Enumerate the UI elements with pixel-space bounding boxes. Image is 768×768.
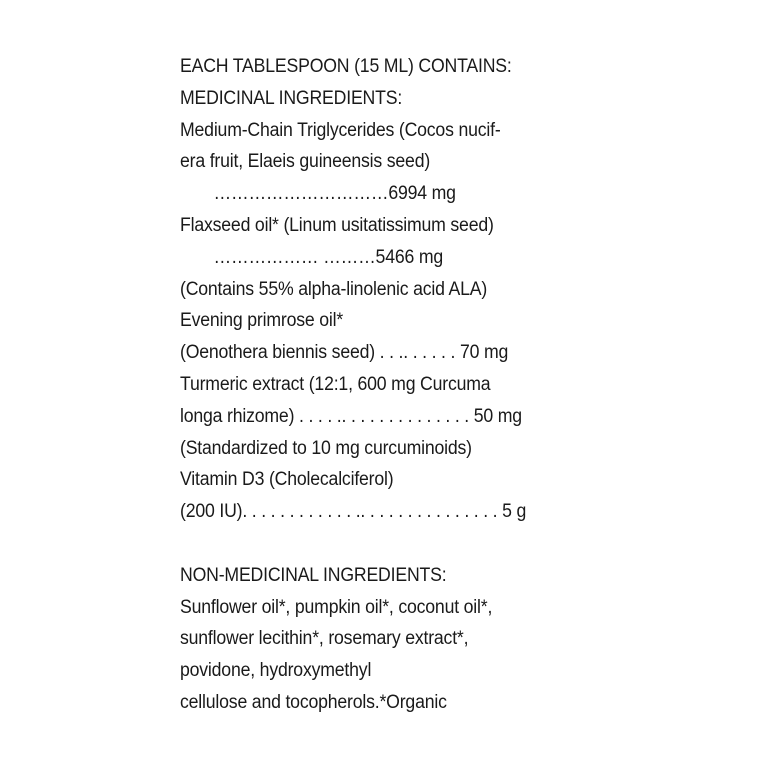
ingredient-list-line: Sunflower oil*, pumpkin oil*, coconut oil*, <box>180 596 493 618</box>
section-spacer <box>180 528 600 560</box>
medicinal-ingredients-section <box>180 51 600 528</box>
dose-heading: EACH TABLESPOON (15 ML) CONTAINS: <box>180 56 512 77</box>
non-medicinal-heading: NON-MEDICINAL INGREDIENTS: <box>180 564 447 586</box>
ingredient-list-line: sunflower lecithin*, rosemary extract*, <box>180 628 469 650</box>
ingredients-label <box>180 51 600 719</box>
ingredient-note: (Contains 55% alpha-linolenic acid ALA) <box>180 278 488 300</box>
ingredient-line: Evening primrose oil* <box>180 310 344 332</box>
ingredient-line: era fruit, Elaeis guineensis seed) <box>180 151 431 173</box>
ingredient-note: (Standardized to 10 mg curcuminoids) <box>180 437 472 459</box>
medicinal-heading: MEDICINAL INGREDIENTS: <box>180 87 403 109</box>
ingredient-line: Flaxseed oil* (Linum usitatissimum seed) <box>180 214 494 236</box>
dose-line: (200 IU). . . . . . . . . . . . .. . . . . . . . . . . . . . . 5 g <box>180 501 527 523</box>
dose-line: (Oenothera biennis seed) . . .. . . . . . 70 mg <box>180 342 509 364</box>
dose-line: ……………… ………5466 mg <box>213 246 444 268</box>
non-medicinal-ingredients-section <box>180 560 600 719</box>
ingredient-list-line: cellulose and tocopherols.*Organic <box>180 691 447 713</box>
ingredient-list-line: povidone, hydroxymethyl <box>180 660 372 682</box>
ingredient-line: Turmeric extract (12:1, 600 mg Curcuma <box>180 373 491 395</box>
dose-line: longa rhizome) . . . . .. . . . . . . . . . . . . . 50 mg <box>180 405 522 427</box>
dose-line: …………………………6994 mg <box>213 183 456 205</box>
ingredient-line: Medium-Chain Triglycerides (Cocos nucif- <box>180 119 501 141</box>
ingredient-line: Vitamin D3 (Cholecalciferol) <box>180 469 394 491</box>
